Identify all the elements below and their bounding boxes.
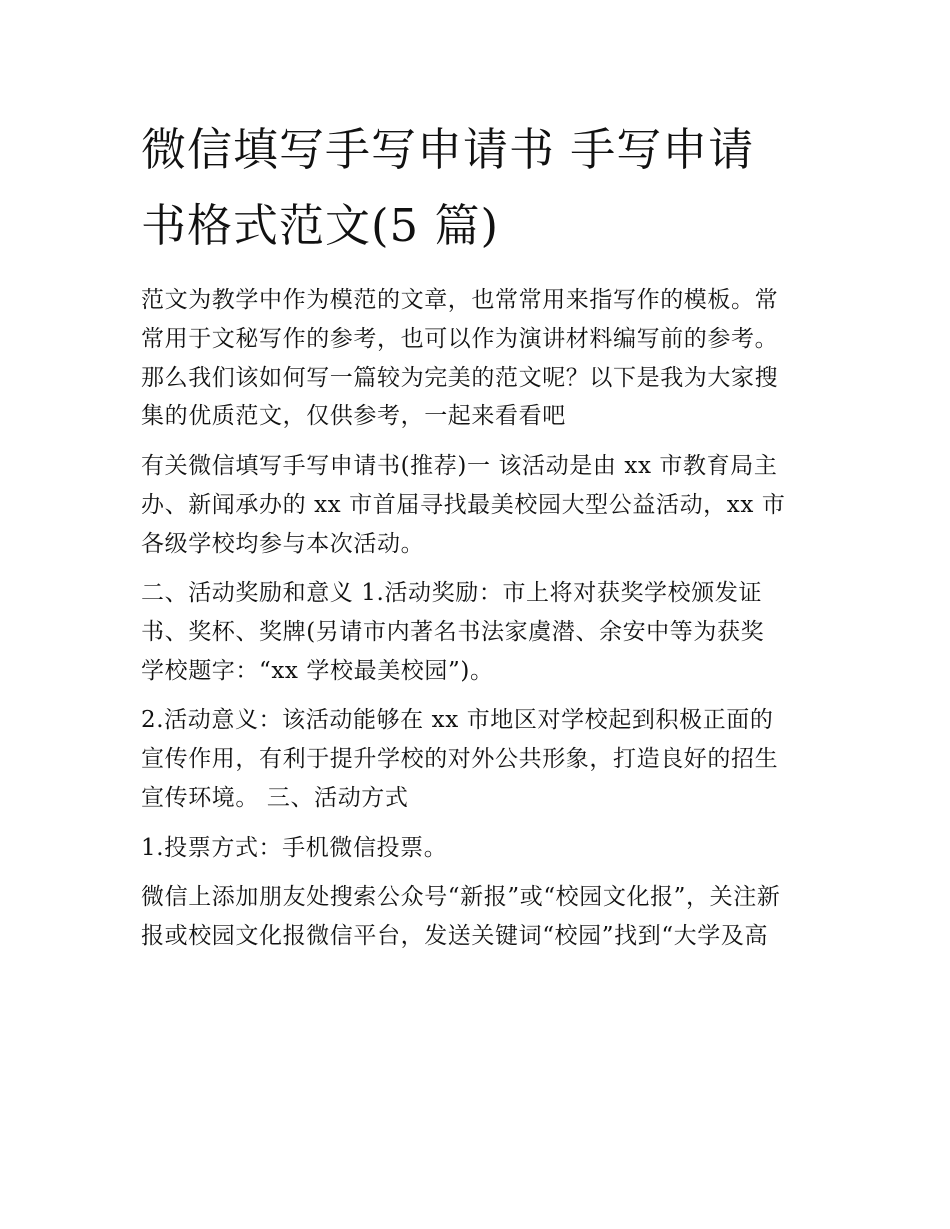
text-line: 常用于文秘写作的参考，也可以作为演讲材料编写前的参考。: [141, 325, 779, 352]
text-line: 宣传环境。 三、活动方式: [141, 784, 409, 811]
text-line: 报或校园文化报微信平台，发送关键词“校园”找到“大学及高: [141, 922, 769, 949]
paragraph-voting-method: [141, 829, 831, 868]
paragraph-spacer: [141, 436, 831, 447]
paragraph-wechat-instructions: [141, 878, 831, 956]
text-line: 办、新闻承办的 xx 市首届寻找最美校园大型公益活动，xx 市: [141, 491, 786, 518]
paragraph-rewards: [141, 574, 831, 690]
text-line: 范文为教学中作为模范的文章，也常常用来指写作的模板。常: [141, 287, 779, 313]
paragraph-spacer: [141, 818, 831, 829]
title-line-2: 书格式范文(5 篇): [141, 199, 500, 252]
text-line: 那么我们该如何写一篇较为完美的范文呢？以下是我为大家搜: [141, 364, 779, 391]
text-line: 二、活动奖励和意义 1.活动奖励：市上将对获奖学校颁发证: [141, 580, 763, 607]
text-line: 有关微信填写手写申请书(推荐)一 该活动是由 xx 市教育局主: [141, 452, 778, 479]
text-line: 集的优质范文，仅供参考，一起来看看吧: [141, 403, 566, 430]
text-line: 微信上添加朋友处搜索公众号“新报”或“校园文化报”，关注新: [141, 884, 781, 911]
paragraph-activity-intro: [141, 447, 831, 563]
text-line: 1.投票方式：手机微信投票。: [141, 834, 448, 861]
paragraph-spacer: [141, 867, 831, 878]
paragraph-significance: [141, 701, 831, 817]
text-line: 各级学校均参与本次活动。: [141, 530, 425, 557]
text-line: 2.活动意义：该活动能够在 xx 市地区对学校起到积极正面的: [141, 707, 774, 734]
text-line: 宣传作用，有利于提升学校的对外公共形象，打造良好的招生: [141, 746, 779, 773]
text-line: 书、奖杯、奖牌(另请市内著名书法家虞潜、余安中等为获奖: [141, 618, 765, 645]
paragraph-spacer: [141, 563, 831, 574]
paragraph-intro: [141, 281, 831, 436]
title-line-1: 微信填写手写申请书 手写申请: [141, 123, 755, 176]
document-body: [141, 281, 831, 956]
document-title: [141, 112, 821, 264]
text-line: 学校题字：“xx 学校最美校园”)。: [141, 657, 494, 684]
paragraph-spacer: [141, 691, 831, 702]
